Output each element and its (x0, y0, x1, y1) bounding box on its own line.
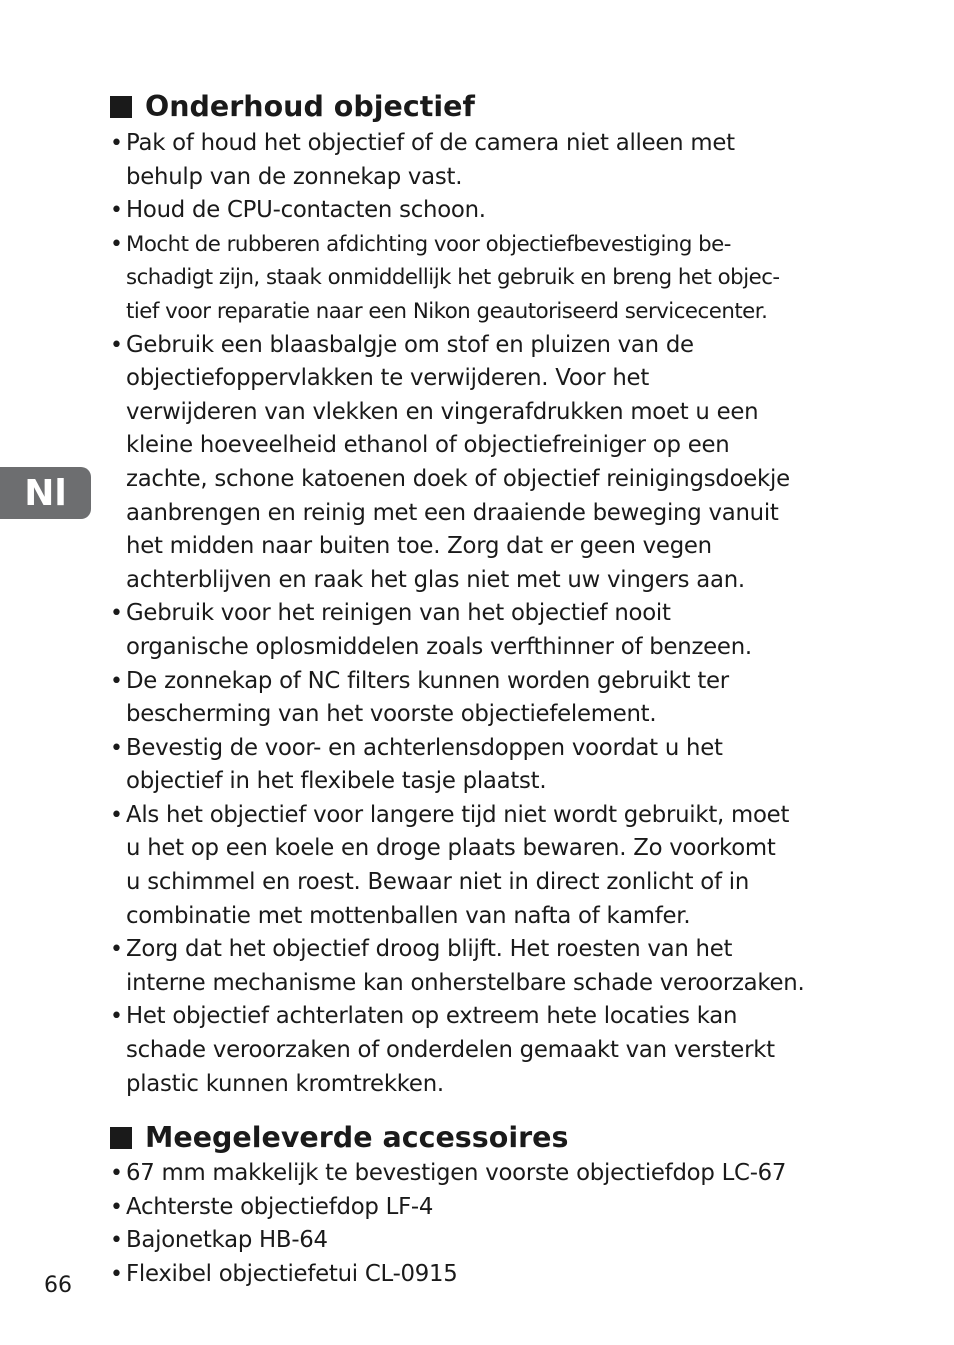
list-item-text: het midden naar buiten toe. Zorg dat er geen vegen (126, 533, 712, 560)
list-item-continuation (0, 631, 805, 665)
list-item-text: Het objectief achterlaten op extreem hete locaties kan (126, 1003, 738, 1030)
list-item-text: Bevestig de voor- en achterlensdoppen voordat u het (126, 734, 723, 761)
section-heading-accessoires (110, 1122, 568, 1154)
bullet-icon: • (110, 332, 123, 358)
list-item-continuation (0, 866, 805, 900)
list-item (0, 1258, 786, 1292)
list-item-text: bescherming van het voorste objectiefelement. (126, 701, 657, 728)
list-item-text: schade veroorzaken of onderdelen gemaakt van versterkt (126, 1037, 775, 1064)
list-item (0, 1224, 786, 1258)
list-item-text: De zonnekap of NC filters kunnen worden gebruikt ter (126, 667, 729, 694)
list-item-text: verwijderen van vlekken en vingerafdrukken moet u een (126, 398, 759, 425)
list-item-text: Mocht de rubberen afdichting voor objectiefbevestiging be- (126, 231, 731, 257)
bullet-icon: • (110, 1004, 123, 1030)
list-item-text: Houd de CPU-contacten schoon. (126, 197, 486, 224)
list-item-continuation (0, 765, 805, 799)
bullet-icon: • (110, 1261, 123, 1287)
list-item-text: zachte, schone katoenen doek of objectief reinigingsdoekje (126, 465, 790, 492)
square-bullet-icon (110, 96, 132, 118)
list-item-continuation (0, 530, 805, 564)
accessories-list (0, 1157, 786, 1291)
bullet-icon: • (110, 131, 123, 156)
list-item (0, 665, 805, 699)
bullet-icon: • (110, 1161, 123, 1186)
list-item-text: objectief in het flexibele tasje plaatst. (126, 768, 547, 795)
section-heading-text: Onderhoud objectief (145, 90, 475, 123)
list-item-continuation (0, 362, 805, 396)
list-item (0, 799, 805, 833)
bullet-icon: • (110, 937, 123, 963)
list-item-continuation (0, 463, 805, 497)
list-item-text: Als het objectief voor langere tijd niet wordt gebruikt, moet (126, 801, 790, 828)
list-item-continuation (0, 161, 805, 195)
list-item (0, 127, 805, 161)
list-item-text: Pak of houd het objectief of de camera niet alleen met (126, 130, 735, 156)
list-item-text: u schimmel en roest. Bewaar niet in direct zonlicht of in (126, 869, 750, 896)
list-item-text: Gebruik een blaasbalgje om stof en pluizen van de (126, 331, 694, 358)
list-item-continuation (0, 295, 805, 329)
list-item-continuation (0, 497, 805, 531)
section-heading-text: Meegeleverde accessoires (145, 1121, 569, 1154)
list-item-text: combinatie met mottenballen van nafta of kamfer. (126, 902, 691, 929)
bullet-icon: • (110, 1228, 123, 1254)
list-item-continuation (0, 967, 805, 1001)
list-item-continuation (0, 396, 805, 430)
maintenance-list (0, 127, 805, 1101)
list-item-text: kleine hoeveelheid ethanol of objectiefreiniger op een (126, 432, 730, 459)
list-item-continuation (0, 261, 805, 295)
bullet-icon: • (110, 601, 123, 627)
list-item-text: interne mechanisme kan onherstelbare schade veroorzaken. (126, 969, 805, 996)
list-item-text: organische oplosmiddelen zoals verfthinner of benzeen. (126, 633, 752, 660)
list-item-text: Zorg dat het objectief droog blijft. Het roesten van het (126, 936, 733, 963)
list-item-continuation (0, 429, 805, 463)
list-item-text: Achterste objectiefdop LF-4 (126, 1193, 434, 1220)
list-item-text: Bajonetkap HB-64 (126, 1227, 328, 1254)
bullet-icon: • (110, 231, 123, 257)
list-item-continuation (0, 564, 805, 598)
list-item (0, 1157, 786, 1191)
list-item-text: objectiefoppervlakken te verwijderen. Voor het (126, 365, 650, 392)
bullet-icon: • (110, 1194, 123, 1220)
list-item (0, 933, 805, 967)
list-item (0, 228, 805, 262)
section-heading-onderhoud (110, 91, 475, 123)
list-item-text: Flexibel objectiefetui CL-0915 (126, 1260, 458, 1287)
list-item-continuation (0, 1034, 805, 1068)
list-item-text: Gebruik voor het reinigen van het objectief nooit (126, 600, 671, 627)
list-item-text: achterblijven en raak het glas niet met uw vingers aan. (126, 566, 745, 593)
list-item-text: schadigt zijn, staak onmiddellijk het gebruik en breng het objec- (126, 265, 780, 291)
list-item-text: behulp van de zonnekap vast. (126, 163, 463, 190)
list-item-continuation (0, 832, 805, 866)
list-item-continuation (0, 1068, 805, 1102)
list-item (0, 1191, 786, 1225)
list-item-text: 67 mm makkelijk te bevestigen voorste objectiefdop LC-67 (126, 1160, 787, 1186)
list-item-continuation (0, 900, 805, 934)
bullet-icon: • (110, 668, 123, 694)
list-item (0, 597, 805, 631)
list-item-text: plastic kunnen kromtrekken. (126, 1070, 444, 1097)
list-item (0, 1000, 805, 1034)
list-item-text: u het op een koele en droge plaats bewaren. Zo voorkomt (126, 835, 776, 862)
square-bullet-icon (110, 1127, 132, 1149)
language-tab-label: Nl (24, 472, 67, 514)
list-item-continuation (0, 698, 805, 732)
list-item-text: tief voor reparatie naar een Nikon geautoriseerd servicecenter. (126, 298, 768, 324)
page-number: 66 (44, 1273, 72, 1298)
list-item (0, 732, 805, 766)
list-item (0, 194, 805, 228)
list-item (0, 329, 805, 363)
bullet-icon: • (110, 198, 123, 224)
bullet-icon: • (110, 802, 123, 828)
bullet-icon: • (110, 735, 123, 761)
list-item-text: aanbrengen en reinig met een draaiende beweging vanuit (126, 499, 779, 526)
